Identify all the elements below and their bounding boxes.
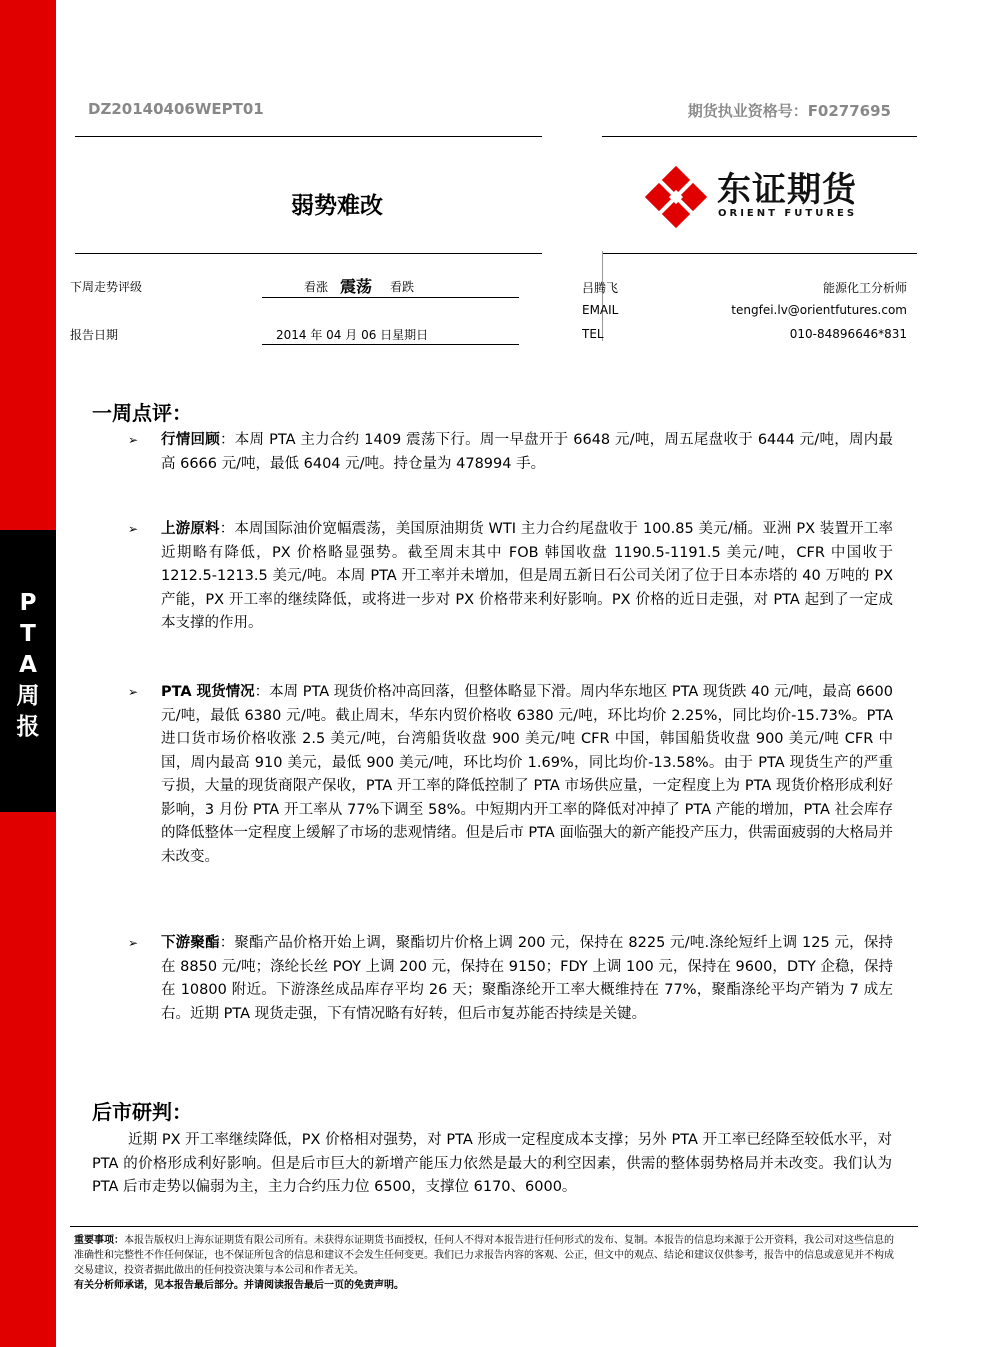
- license-number: 期货执业资格号：F0277695: [687, 102, 891, 120]
- section-weekly-review-title: 一周点评：: [92, 401, 192, 425]
- header-rule-left: [75, 136, 542, 137]
- disclaimer: [74, 1233, 894, 1293]
- side-char: 报: [16, 714, 40, 740]
- report-title: 弱势难改: [291, 193, 383, 219]
- review-item-upstream: [128, 518, 893, 636]
- rating-rule: [262, 297, 519, 298]
- item-text: ：本周国际油价宽幅震荡，美国原油期货 WTI 主力合约尾盘收于 100.85 美元/桶。亚洲 PX 装置开工率近期略有降低，PX 价格略显强势。截至周末其中 FOB 韩国收盘 1190.5-1191.5 美元/吨，CFR 中国收于 1212.5-1213.5 美元/吨。本周 PTA 开工率并未增加，但是周五新日石公司关闭了位于日本赤塔的 40 万吨的 PX 产能，PX 开工率的继续降低，或将进一步对 PX 价格带来利好影响。PX 价格的近日走强，对 PTA 起到了一定成本支撑的作用。: [161, 521, 893, 631]
- info-rule-top-left: [75, 253, 542, 254]
- email-label: EMAIL: [582, 303, 619, 317]
- doc-id: DZ20140406WEPT01: [88, 100, 264, 118]
- rating-label: 下周走势评级: [70, 280, 143, 294]
- rating-value: 震荡: [340, 277, 373, 296]
- date-rule: [262, 344, 519, 345]
- section-outlook-title: 后市研判：: [92, 1100, 192, 1124]
- side-char: 周: [16, 683, 40, 709]
- analyst-title: 能源化工分析师: [822, 281, 907, 295]
- analyst-name: 吕腾飞: [582, 281, 619, 295]
- review-item-market: [128, 429, 893, 476]
- rating-bull: 看涨: [304, 280, 329, 294]
- header-rule-right: [602, 136, 917, 137]
- tel-label: TEL: [582, 327, 604, 341]
- disclaimer-text: 本报告版权归上海东证期货有限公司所有。未获得东证期货书面授权，任何人不得对本报告进行任何形式的发布、复制。本报告的信息均来源于公开资料，我公司对这些信息的准确性和完整性不作任何保证，也不保证所包含的信息和建议不会发生任何变更。我们已力求报告内容的客观、公正，但文中的观点、结论和建议仅供参考，报告中的信息或意见并不构成交易建议，投资者据此做出的任何投资决策与本公司和作者无关。: [74, 1235, 894, 1276]
- disclaimer-footer: 有关分析师承诺，见本报告最后部分。并请阅读报告最后一页的免责声明。: [74, 1280, 404, 1291]
- report-date: 2014 年 04 月 06 日星期日: [276, 328, 429, 342]
- review-item-spot: [128, 681, 893, 869]
- item-label: PTA 现货情况: [161, 684, 255, 700]
- logo-chinese-name: 东证期货: [717, 170, 857, 210]
- bullet-arrow-icon: ➢: [128, 433, 139, 447]
- bullet-arrow-icon: ➢: [128, 522, 139, 536]
- item-text: ：本周 PTA 现货价格冲高回落，但整体略显下滑。周内华东地区 PTA 现货跌 40 元/吨，最高 6600 元/吨，最低 6380 元/吨。截止周末，华东内贸价格收 6380 元/吨，环比均价 2.25%，同比均价-15.73%。PTA 进口货市场价格收涨 2.5 美元/吨，台湾船货收盘 900 美元/吨 CFR 中国，韩国船货收盘 900 美元/吨 CFR 中国，周内最高 910 美元，最低 900 美元/吨，环比均价 1.69%，同比均价-13.58%。由于 PTA 现货生产的严重亏损，大量的现货商限产保收，PTA 开工率的降低控制了 PTA 市场供应量，一定程度上为 PTA 现货价格形成利好影响，3 月份 PTA 开工率从 77%下调至 58%。中短期内开工率的降低对冲掉了 PTA 产能的增加，PTA 社会库存的降低整体一定程度上缓解了市场的悲观情绪。但是后市 PTA 面临强大的新产能投产压力，供需面疲弱的大格局并未改变。: [161, 684, 893, 865]
- review-item-downstream: [128, 932, 893, 1026]
- logo-mark-icon: [645, 166, 707, 228]
- side-label: [0, 588, 56, 743]
- email-link[interactable]: tengfei.lv@orientfutures.com: [731, 303, 907, 317]
- bullet-arrow-icon: ➢: [128, 936, 139, 950]
- info-rule-top-right: [602, 253, 917, 254]
- outlook-paragraph: 近期 PX 开工率继续降低，PX 价格相对强势，对 PTA 形成一定程度成本支撑；另外 PTA 开工率已经降至较低水平，对 PTA 的价格形成利好影响。但是后市巨大的新增产能压力依然是最大的利空因素，供需的整体弱势格局并未改变。我们认为 PTA 后市走势以偏弱为主，主力合约压力位 6500，支撑位 6170、6000。: [92, 1132, 892, 1195]
- disclaimer-label: 重要事项：: [74, 1235, 124, 1246]
- item-label: 上游原料: [161, 521, 220, 537]
- company-logo: [645, 162, 860, 234]
- date-label: 报告日期: [70, 328, 119, 342]
- bullet-arrow-icon: ➢: [128, 685, 139, 699]
- side-char: T: [20, 621, 36, 647]
- side-char: P: [19, 590, 37, 616]
- item-label: 下游聚酯: [161, 935, 220, 951]
- item-label: 行情回顾: [161, 432, 221, 448]
- rating-bear: 看跌: [390, 280, 415, 294]
- item-text: ：本周 PTA 主力合约 1409 震荡下行。周一早盘开于 6648 元/吨，周五尾盘收于 6444 元/吨，周内最高 6666 元/吨，最低 6404 元/吨。持仓量为 478994 手。: [161, 432, 893, 472]
- logo-english-name: ORIENT FUTURES: [718, 208, 858, 219]
- item-text: ：聚酯产品价格开始上调，聚酯切片价格上调 200 元，保持在 8225 元/吨.涤纶短纤上调 125 元，保持在 8850 元/吨；涤纶长丝 POY 上调 200 元，保持在 9150；FDY 上调 100 元，保持在 9600，DTY 企稳，保持在 10800 附近。下游涤丝成品库存平均 26 天；聚酯涤纶开工率大概维持在 77%，聚酯涤纶平均产销为 7 成左右。近期 PTA 现货走强，下有情况略有好转，但后市复苏能否持续是关键。: [161, 935, 894, 1022]
- side-char: A: [19, 652, 37, 678]
- footer-rule: [70, 1226, 918, 1227]
- tel-number: 010-84896646*831: [789, 327, 907, 341]
